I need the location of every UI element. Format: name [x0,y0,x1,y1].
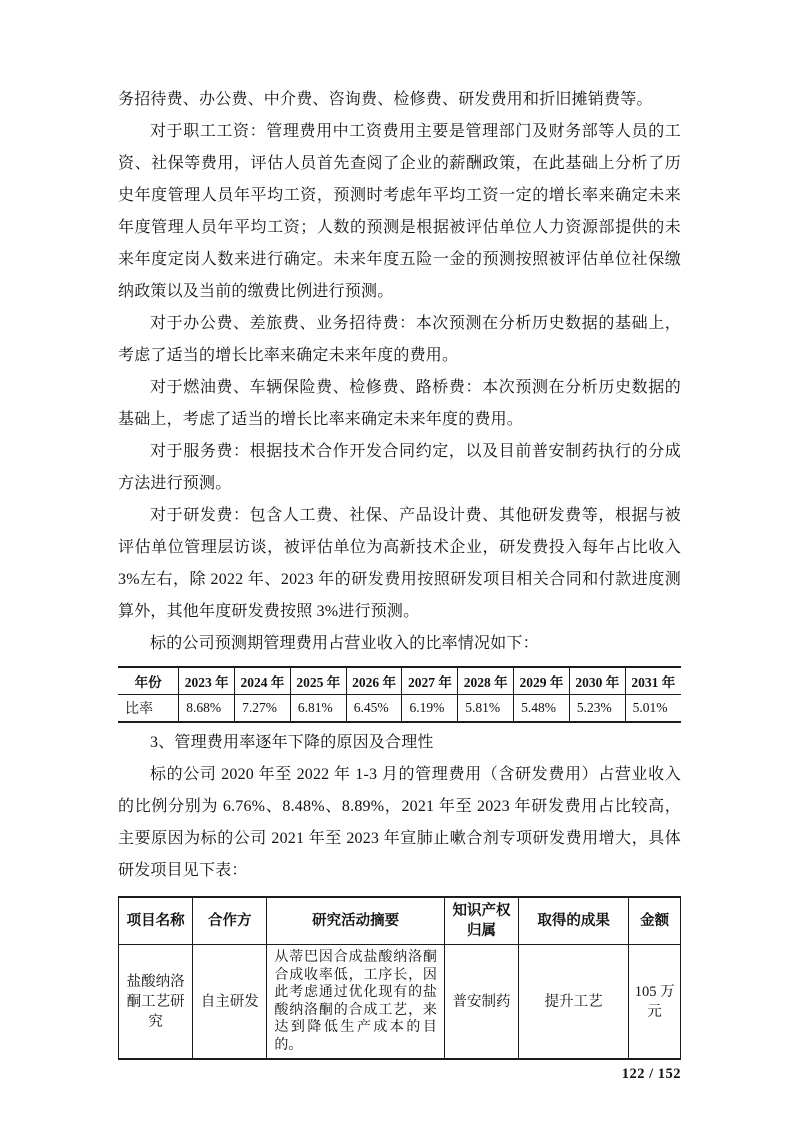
section-heading-3: 3、管理费用率逐年下降的原因及合理性 [150,734,434,751]
rnd-cell-ip-owner: 普安制药 [444,945,518,1060]
paragraph-service-fee: 对于服务费：根据技术合作开发合同约定，以及目前普安制药执行的分成方法进行预测。 [118,443,681,492]
rnd-cell-achievement: 提升工艺 [519,945,629,1060]
rnd-header-ip-owner: 知识产权归属 [444,897,518,945]
management-expense-ratio-table [118,666,681,723]
table-header-row [119,897,681,945]
ratio-value-2024: 7.27% [235,695,291,723]
ratio-table-header-2027: 2027 年 [402,667,458,695]
page-number: 122 / 152 [621,1066,681,1082]
paragraph-expense-list-continued: 务招待费、办公费、中介费、咨询费、检修费、研发费用和折旧摊销费等。 [118,91,653,108]
ratio-table-header-2030: 2030 年 [569,667,625,695]
table-header-row [118,667,681,695]
ratio-value-2028: 5.81% [458,695,514,723]
ratio-value-2029: 5.48% [514,695,570,723]
rnd-header-summary: 研究活动摘要 [267,897,445,945]
table-row [119,945,681,1060]
rnd-cell-summary: 从蒂巴因合成盐酸纳洛酮合成收率低，工序长，因此考虑通过优化现有的盐酸纳洛酮的合成工艺，来达到降低生产成本的目的。 [267,945,445,1060]
paragraph-rnd-ratio-explanation: 标的公司 2020 年至 2022 年 1-3 月的管理费用（含研发费用）占营业收入的比例分别为 6.76%、8.48%、8.89%，2021 年至 2023 年研发费用占比较高，主要原因为标的公司 2021 年至 2023 年宣肺止嗽合剂专项研发费用增大，具体研发项目见下表： [118,766,681,879]
rnd-cell-project: 盐酸纳洛酮工艺研究 [119,945,193,1060]
rnd-cell-partner: 自主研发 [193,945,267,1060]
ratio-table-header-2031: 2031 年 [625,667,681,695]
ratio-table-header-2024: 2024 年 [235,667,291,695]
paragraph-rnd-fee: 对于研发费：包含人工费、社保、产品设计费、其他研发费等，根据与被评估单位管理层访谈，被评估单位为高新技术企业，研发费投入每年占比收入 3%左右，除 2022 年、2023 年的研发费用按照研发项目相关合同和付款进度测算外，其他年度研发费按照 3%进行预测。 [118,507,681,620]
ratio-table-header-2029: 2029 年 [514,667,570,695]
paragraph-staff-salary: 对于职工工资：管理费用中工资费用主要是管理部门及财务部等人员的工资、社保等费用，评估人员首先查阅了企业的薪酬政策，在此基础上分析了历史年度管理人员年平均工资，预测时考虑年平均工资一定的增长率来确定未来年度管理人员年平均工资；人数的预测是根据被评估单位人力资源部提供的未来年度定岗人数来进行确定。未来年度五险一金的预测按照被评估单位社保缴纳政策以及当前的缴费比例进行预测。 [118,123,681,300]
ratio-value-2026: 6.45% [346,695,402,723]
paragraph-fuel-insurance-expense: 对于燃油费、车辆保险费、检修费、路桥费：本次预测在分析历史数据的基础上，考虑了适当的增长比率来确定未来年度的费用。 [118,379,681,428]
ratio-table-header-year: 年份 [118,667,179,695]
ratio-value-2025: 6.81% [290,695,346,723]
rnd-project-table [118,896,681,1060]
ratio-table-header-2028: 2028 年 [458,667,514,695]
ratio-table-header-2023: 2023 年 [179,667,235,695]
paragraph-office-expense: 对于办公费、差旅费、业务招待费：本次预测在分析历史数据的基础上，考虑了适当的增长比率来确定未来年度的费用。 [118,315,681,364]
rnd-header-amount: 金额 [629,897,681,945]
table-row [118,695,681,723]
rnd-header-achievement: 取得的成果 [519,897,629,945]
ratio-value-2030: 5.23% [569,695,625,723]
rnd-cell-amount: 105 万元 [629,945,681,1060]
ratio-value-2023: 8.68% [179,695,235,723]
rnd-header-project: 项目名称 [119,897,193,945]
ratio-table-header-2026: 2026 年 [346,667,402,695]
paragraph-ratio-table-intro: 标的公司预测期管理费用占营业收入的比率情况如下： [150,635,539,652]
ratio-value-2027: 6.19% [402,695,458,723]
ratio-value-2031: 5.01% [625,695,681,723]
ratio-table-header-2025: 2025 年 [290,667,346,695]
rnd-header-partner: 合作方 [193,897,267,945]
ratio-row-label: 比率 [125,702,153,717]
